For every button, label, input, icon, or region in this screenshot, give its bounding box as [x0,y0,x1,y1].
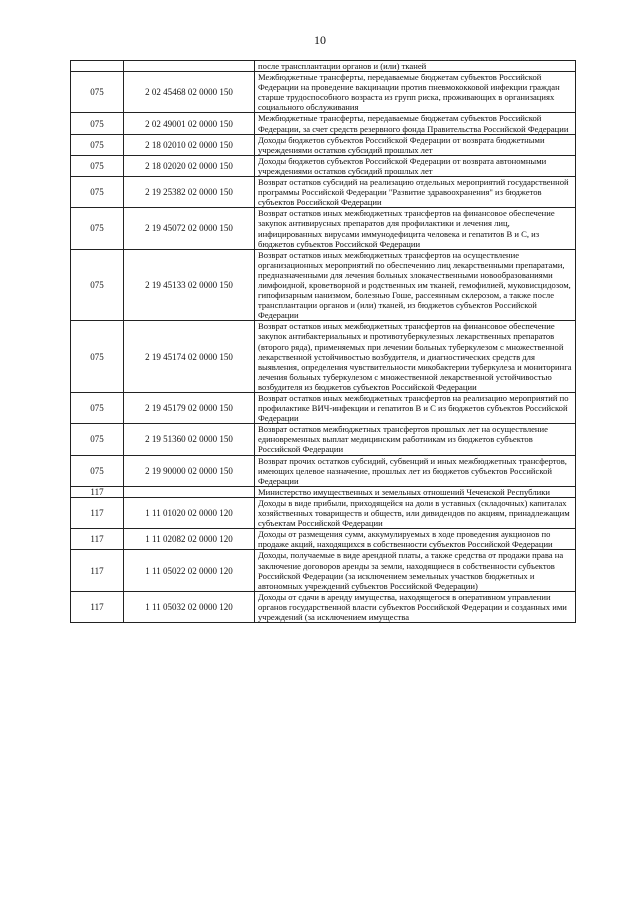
description-cell: после трансплантации органов и (или) тканей [255,61,576,72]
budget-code-cell: 2 18 02010 02 0000 150 [124,134,255,155]
admin-code-cell: 075 [71,72,124,113]
budget-code-cell: 2 18 02020 02 0000 150 [124,155,255,176]
budget-code-cell: 2 19 45072 02 0000 150 [124,208,255,249]
description-cell: Доходы бюджетов субъектов Российской Федерации от возврата бюджетными учреждениями остатков субсидий прошлых лет [255,134,576,155]
admin-code-cell: 075 [71,113,124,134]
admin-code-cell: 075 [71,208,124,249]
budget-code-cell: 1 11 01020 02 0000 120 [124,497,255,528]
budget-code-cell: 2 19 45133 02 0000 150 [124,249,255,321]
admin-code-cell: 117 [71,529,124,550]
admin-code-cell: 075 [71,424,124,455]
description-cell: Возврат остатков иных межбюджетных трансфертов на реализацию мероприятий по профилактике ВИЧ-инфекции и гепатитов B и C из бюджетов субъектов Российской Федерации [255,393,576,424]
admin-code-cell: 075 [71,177,124,208]
page-number: 10 [314,33,326,47]
admin-code-cell: 075 [71,155,124,176]
budget-code-cell: 2 19 90000 02 0000 150 [124,455,255,486]
table-row [71,486,576,497]
table-row [71,424,576,455]
table-row [71,177,576,208]
table-row [71,591,576,622]
description-cell: Возврат прочих остатков субсидий, субвенций и иных межбюджетных трансфертов, имеющих целевое назначение, прошлых лет из бюджетов субъектов Российской Федерации [255,455,576,486]
admin-code-cell [71,61,124,72]
admin-code-cell: 075 [71,455,124,486]
admin-code-cell: 117 [71,550,124,591]
table-row [71,72,576,113]
description-cell: Возврат остатков субсидий на реализацию отдельных мероприятий государственной программы Российской Федерации "Развитие здравоохранения" из бюджетов субъектов Российской Федерации [255,177,576,208]
budget-code-cell [124,61,255,72]
description-cell: Возврат остатков иных межбюджетных трансфертов на финансовое обеспечение закупок антибактериальных и противотуберкулезных лекарственных препаратов (второго ряда), применяемых при лечении больных туберкулезом с множественной лекарственной устойчивостью возбудителя, и диагностических средств для выявления, определения чувствительности микобактерии туберкулеза и мониторинга лечения больных туберкулезом с множественной лекарственной устойчивостью возбудителя из бюджетов субъектов Российской Федерации [255,321,576,393]
description-cell: Доходы в виде прибыли, приходящейся на доли в уставных (складочных) капиталах хозяйственных товариществ и обществ, или дивидендов по акциям, принадлежащим субъектам Российской Федерации [255,497,576,528]
admin-code-cell: 075 [71,321,124,393]
admin-code-cell: 117 [71,497,124,528]
description-cell: Возврат остатков иных межбюджетных трансфертов на осуществление организационных мероприятий по обеспечению лиц лекарственными препаратами, предназначенными для лечения больных злокачественными новообразованиями лимфоидной, кроветворной и родственных им тканей, гемофилией, муковисцидозом, гипофизарным нанизмом, болезнью Гоше, рассеянным склерозом, а также после трансплантации органов и (или) тканей, из бюджетов субъектов Российской Федерации [255,249,576,321]
admin-code-cell: 117 [71,591,124,622]
description-cell: Доходы, получаемые в виде арендной платы, а также средства от продажи права на заключение договоров аренды за земли, находящиеся в собственности субъектов Российской Федерации (за исключением земельных участков бюджетных и автономных учреждений субъектов Российской Федерации) [255,550,576,591]
admin-code-cell: 075 [71,134,124,155]
budget-code-cell: 2 19 45179 02 0000 150 [124,393,255,424]
table-row [71,321,576,393]
table-row [71,455,576,486]
description-cell: Доходы от размещения сумм, аккумулируемых в ходе проведения аукционов по продаже акций, находящихся в собственности субъектов Российской Федерации [255,529,576,550]
table-row [71,155,576,176]
table-row [71,208,576,249]
budget-code-cell: 2 02 49001 02 0000 150 [124,113,255,134]
table-row [71,134,576,155]
budget-code-cell: 1 11 05022 02 0000 120 [124,550,255,591]
description-cell: Возврат остатков межбюджетных трансфертов прошлых лет на осуществление единовременных выплат медицинским работникам из бюджетов субъектов Российской Федерации [255,424,576,455]
table-row [71,529,576,550]
admin-code-cell: 117 [71,486,124,497]
description-cell: Доходы бюджетов субъектов Российской Федерации от возврата автономными учреждениями остатков субсидий прошлых лет [255,155,576,176]
budget-code-cell: 2 19 25382 02 0000 150 [124,177,255,208]
description-cell: Доходы от сдачи в аренду имущества, находящегося в оперативном управлении органов государственной власти субъектов Российской Федерации и созданных ими учреждений (за исключением имущества [255,591,576,622]
table-row [71,249,576,321]
description-cell: Министерство имущественных и земельных отношений Чеченской Республики [255,486,576,497]
admin-code-cell: 075 [71,393,124,424]
budget-code-cell: 1 11 02082 02 0000 120 [124,529,255,550]
budget-code-cell [124,486,255,497]
revenue-codes-table [70,60,576,623]
budget-code-cell: 2 19 45174 02 0000 150 [124,321,255,393]
description-cell: Межбюджетные трансферты, передаваемые бюджетам субъектов Российской Федерации, за счет средств резервного фонда Правительства Российской Федерации [255,113,576,134]
description-cell: Возврат остатков иных межбюджетных трансфертов на финансовое обеспечение закупок антивирусных препаратов для профилактики и лечения лиц, инфицированных вирусами иммунодефицита человека и гепатитов B и C, из бюджетов субъектов Российской Федерации [255,208,576,249]
budget-code-cell: 1 11 05032 02 0000 120 [124,591,255,622]
budget-code-cell: 2 02 45468 02 0000 150 [124,72,255,113]
table-row [71,497,576,528]
table-row [71,550,576,591]
budget-code-cell: 2 19 51360 02 0000 150 [124,424,255,455]
table-row [71,113,576,134]
table-body [71,61,576,623]
table-row [71,61,576,72]
table-row [71,393,576,424]
description-cell: Межбюджетные трансферты, передаваемые бюджетам субъектов Российской Федерации на проведение вакцинации против пневмококковой инфекции граждан старше трудоспособного возраста из групп риска, проживающих в организациях социального обслуживания [255,72,576,113]
admin-code-cell: 075 [71,249,124,321]
